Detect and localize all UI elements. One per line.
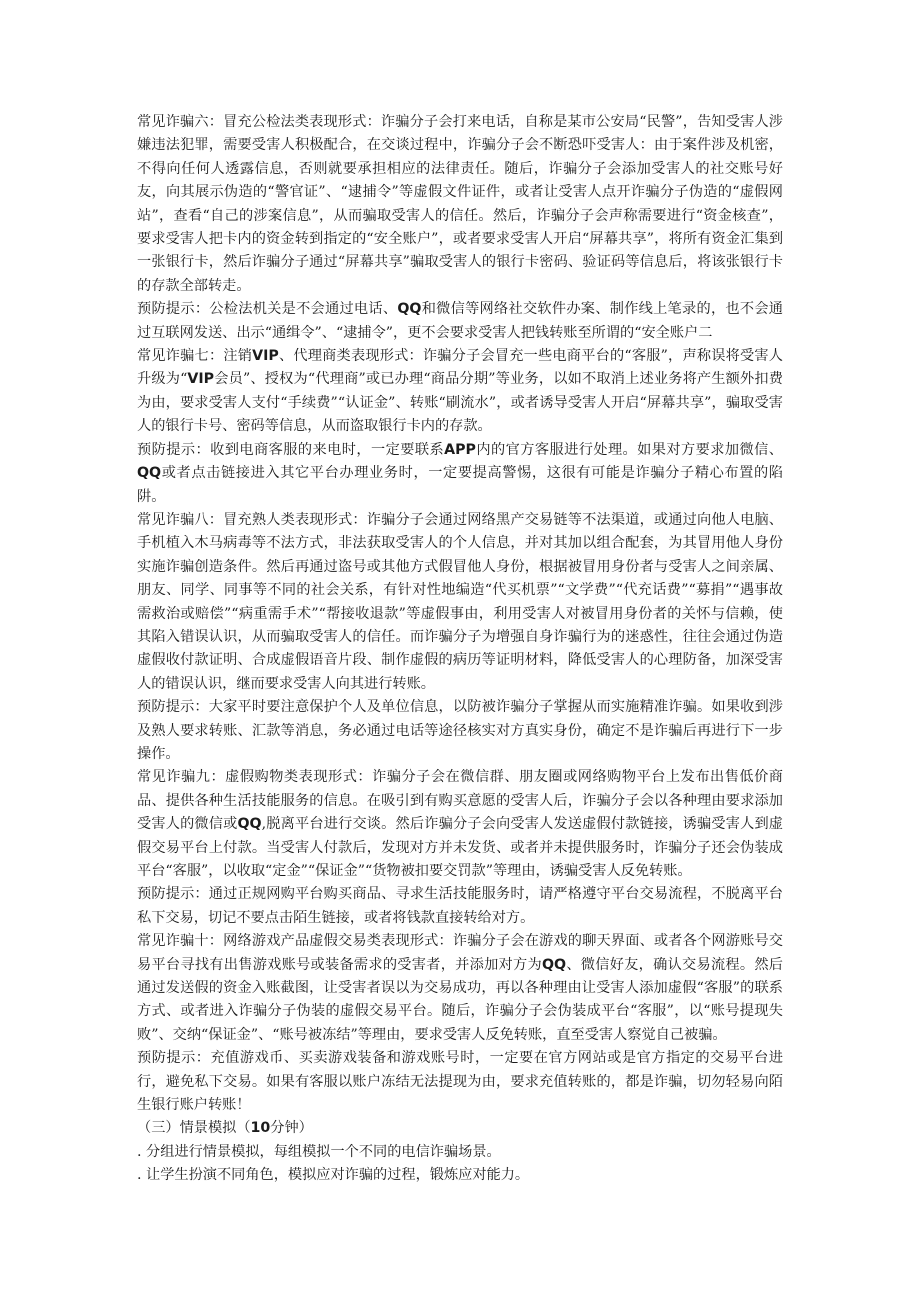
latin-token: VIP — [187, 371, 215, 388]
latin-token: 10 — [250, 1120, 271, 1137]
paragraph-scam-9: 常见诈骗九：虚假购物类表现形式：诈骗分子会在微信群、朋友圈或网络购物平台上发布出售低价商品、提供各种生活技能服务的信息。在吸引到有购买意愿的受害人后，诈骗分子会以各种理由要求添加受害人的微信或QQ,脱离平台进行交谈。然后诈骗分子会向受害人发送虚假付款链接，诱骗受害人到虚假交易平台上付款。当受害人付款后，发现对方并未发货、或者并未提供服务时，诈骗分子还会伪装成平台“客服”，以收取“定金”“保证金”“货物被扣要交罚款”等理由，诱骗受害人反免转账。 — [137, 769, 783, 879]
paragraph-tip-9: 预防提示：通过正规网购平台购买商品、寻求生活技能服务时，请严格遵守平台交易流程，不脱离平台私下交易，切记不要点击陌生链接，或者将钱款直接转给对方。 — [137, 886, 783, 926]
paragraph-tip-7: 预防提示：收到电商客服的来电时，一定要联系APP内的官方客服进行处理。如果对方要求加微信、QQ或者点击链接进入其它平台办理业务时，一定要提高警惕，这很有可能是诈骗分子精心布置的陷阱。 — [137, 441, 783, 505]
section-heading-scenario: （三）情景模拟（10分钟） — [137, 1120, 313, 1137]
latin-token: QQ — [137, 465, 162, 482]
paragraph-scam-6: 常见诈骗六：冒充公检法类表现形式：诈骗分子会打来电话，自称是某市公安局“民警”，告知受害人涉嫌违法犯罪，需要受害人积极配合，在交谈过程中，诈骗分子会不断恐吓受害人：由于案件涉及机密，不得向任何人透露信息，否则就要承担相应的法律责任。随后，诈骗分子会添加受害人的社交账号好友，向其展示伪造的“警官证”、“逮捕令”等虚假文件证件，或者让受害人点开诈骗分子伪造的“虚假网站”，查看“自己的涉案信息”，从而骗取受害人的信任。然后，诈骗分子会声称需要进行“资金核查”，要求受害人把卡内的资金转到指定的“安全账户”，或者要求受害人开启“屏幕共享”，将所有资金汇集到一张银行卡，然后诈骗分子通过“屏幕共享”骗取受害人的银行卡密码、验证码等信息后，将该张银行卡的存款全部转走。 — [137, 114, 784, 294]
paragraph-scam-8: 常见诈骗八：冒充熟人类表现形式：诈骗分子会通过网络黑产交易链等不法渠道，或通过向他人电脑、手机植入木马病毒等不法方式，非法获取受害人的个人信息，并对其加以组合配套，为其冒用他人身份实施诈骗创造条件。然后再通过盗号或其他方式假冒他人身份，根据被冒用身份者与受害人之间亲属、朋友、同学、同事等不同的社会关系，有针对性地编造“代买机票”“文学费”“代充话费”“募捐”“遇事故需救治或赔偿”“病重需手术”“帮接收退款”等虚假事由，利用受害人对被冒用身份者的关怀与信赖，使其陷入错误认识，从而骗取受害人的信任。而诈骗分子为增强自身诈骗行为的迷惑性，往往会通过伪造虚假收付款证明、合成虚假语音片段、制作虚假的病历等证明材料，降低受害人的心理防备，加深受害人的错误认识，继而要求受害人向其进行转账。 — [137, 511, 783, 692]
latin-token: QQ — [237, 816, 262, 833]
list-item-role-play: . 让学生扮演不同角色，模拟应对诈骗的过程，锻炼应对能力。 — [137, 1167, 530, 1184]
paragraph-tip-8: 预防提示：大家平时要注意保护个人及单位信息，以防被诈骗分子掌握从而实施精准诈骗。如果收到涉及熟人要求转账、汇款等消息，务必通过电话等途径核实对方真实身份，确定不是诈骗后再进行下一步操作。 — [137, 699, 783, 762]
latin-token: APP — [444, 441, 476, 458]
document-body — [137, 111, 783, 1188]
latin-token: QQ — [541, 956, 567, 973]
paragraph-tip-6: 预防提示：公检法机关是不会通过电话、QQ和微信等网络社交软件办案、制作线上笔录的，也不会通过互联网发送、出示“通缉令”、“逮捕令”，更不会要求受害人把钱转账至所谓的“安全账户二 — [137, 301, 783, 341]
paragraph-scam-7: 常见诈骗七：注销VIP、代理商类表现形式：诈骗分子会冒充一些电商平台的“客服”，声称误将受害人升级为“VIP会员”、授权为“代理商”或已办理“商品分期”等业务，以如不取消上述业务将产生额外扣费为由，要求受害人支付“手续费”“认证金”、转账“刷流水”，或者诱导受害人开启“屏幕共享”，骗取受害人的银行卡号、密码等信息，从而盗取银行卡内的存款。 — [137, 348, 783, 435]
paragraph-tip-10: 预防提示：充值游戏币、买卖游戏装备和游戏账号时，一定要在官方网站或是官方指定的交易平台进行，避免私下交易。如果有客服以账户冻结无法提现为由，要求充值转账的，都是诈骗，切勿轻易向陌生银行账户转账！ — [137, 1050, 783, 1114]
list-item-group-simulation: . 分组进行情景模拟，每组模拟一个不同的电信诈骗场景。 — [137, 1143, 501, 1160]
latin-token: QQ — [397, 301, 422, 318]
latin-token: VIP — [252, 348, 279, 365]
paragraph-scam-10: 常见诈骗十：网络游戏产品虚假交易类表现形式：诈骗分子会在游戏的聊天界面、或者各个网游账号交易平台寻找有出售游戏账号或装备需求的受害者，并添加对方为QQ、微信好友，确认交易流程。然后通过发送假的资金入账截图，让受害者误以为交易成功，再以各种理由让受害人添加虚假“客服”的联系方式、或者进入诈骗分子伪装的虚假交易平台。随后，诈骗分子会伪装成平台“客服”，以“账号提现失败”、交纳“保证金”、“账号被冻结”等理由，要求受害人反免转账，直至受害人察觉自己被骗。 — [137, 933, 783, 1043]
